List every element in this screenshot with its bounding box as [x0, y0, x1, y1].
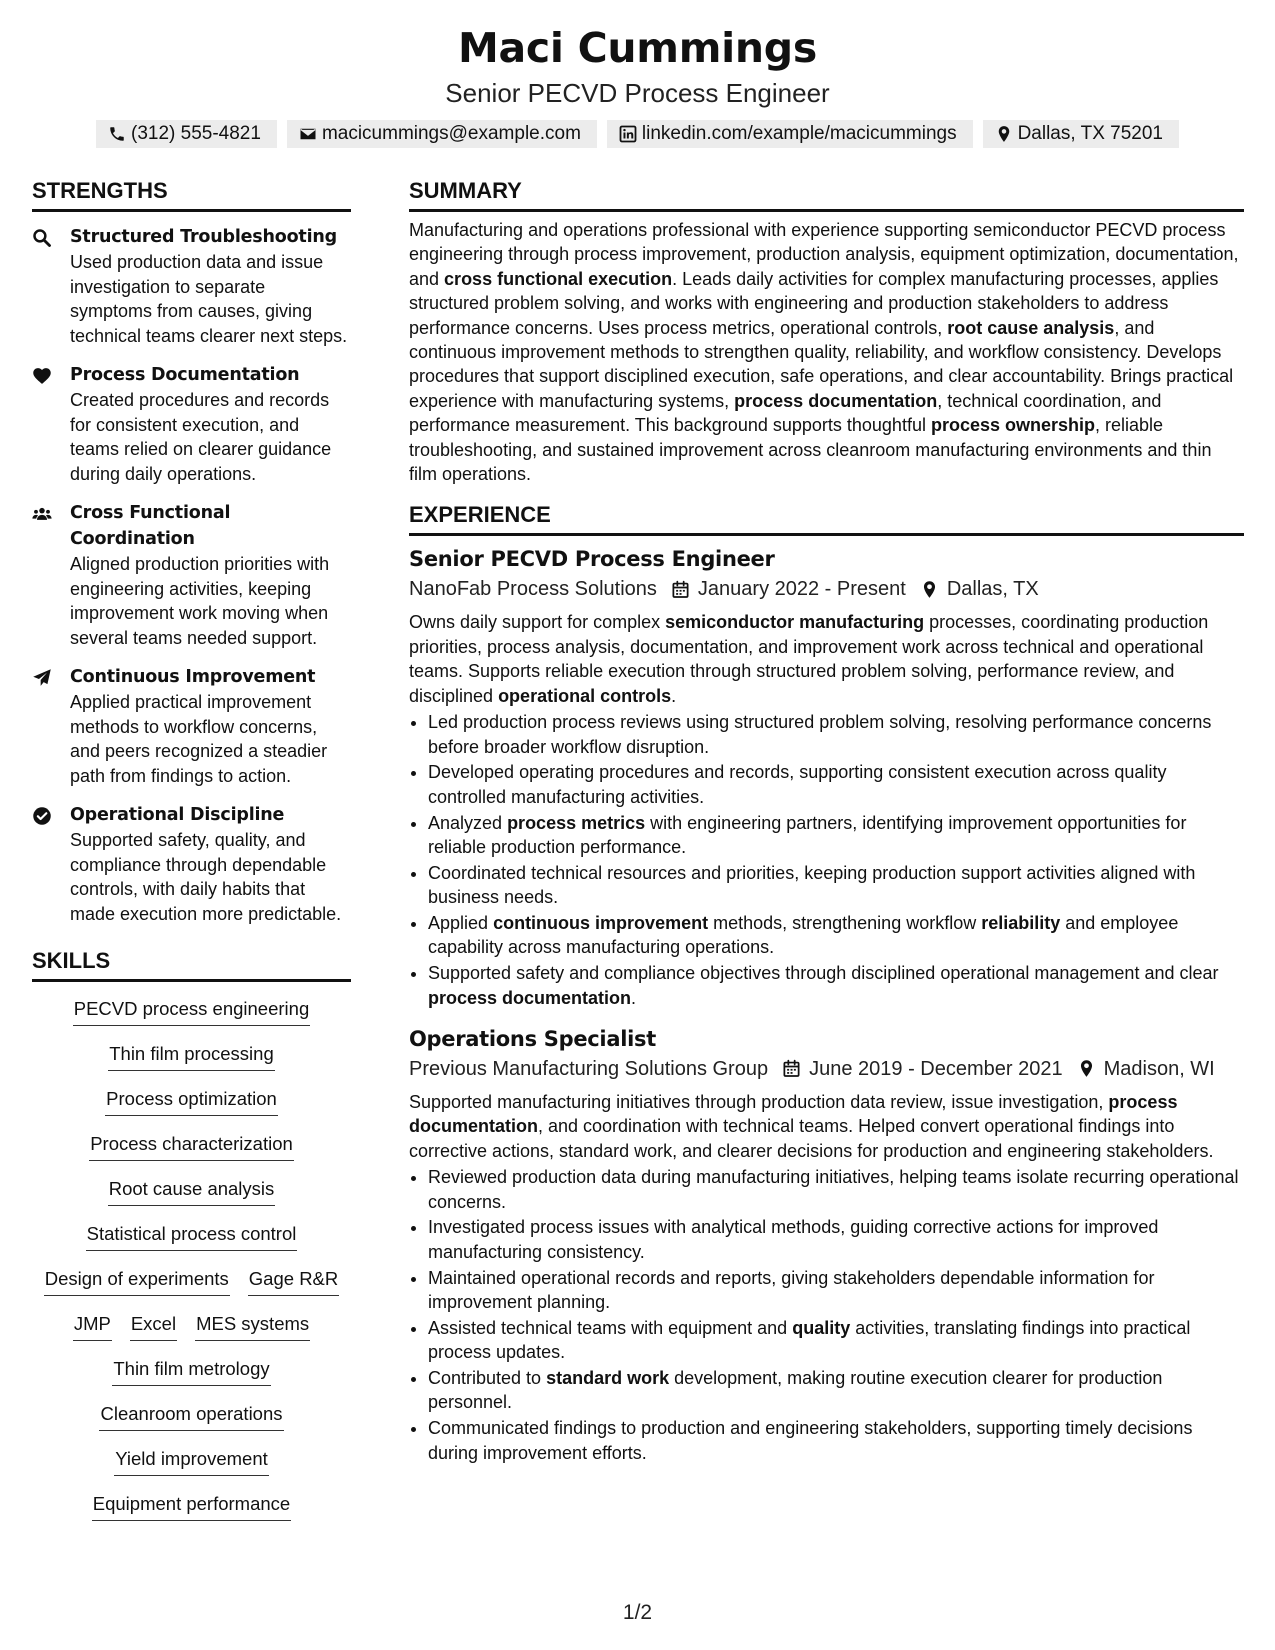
strengths-section: [32, 176, 351, 926]
job-entry: [409, 544, 1244, 1009]
job-company: Previous Manufacturing Solutions Group: [409, 1057, 769, 1080]
job-bullet: • Developed operating procedures and records, supporting consistent execution across quality controlled manufacturing activities.: [428, 760, 1244, 809]
job-bullet: • Reviewed production data during manufacturing initiatives, helping teams isolate recurring operational concerns.: [428, 1165, 1244, 1214]
strengths-heading: STRENGTHS: [32, 176, 351, 212]
contact-location[interactable]: [983, 120, 1179, 148]
page-number: 1/2: [622, 1601, 653, 1624]
skill-tag: Thin film processing: [108, 1041, 275, 1071]
job-bullet: • Analyzed process metrics with engineering partners, identifying improvement opportunities for reliable production performance.: [428, 811, 1244, 860]
job-bullet: • Investigated process issues with analytical methods, guiding corrective actions for improved manufacturing consistency.: [428, 1215, 1244, 1264]
experience-section: [409, 500, 1244, 1465]
skill-tag: JMP: [73, 1311, 112, 1341]
check-circle-icon: [32, 806, 52, 826]
strength-description: Used production data and issue investigation to separate symptoms from causes, giving technical teams clearer next steps.: [70, 252, 348, 346]
bold-phrase: process documentation: [734, 390, 938, 411]
skill-tag: Design of experiments: [44, 1266, 230, 1296]
strength-title: Continuous Improvement: [70, 667, 316, 687]
phone-icon: [108, 125, 126, 143]
job-bullet: • Maintained operational records and reports, giving stakeholders dependable information for improvement planning.: [428, 1266, 1244, 1315]
contact-email[interactable]: [287, 120, 597, 148]
calendar-icon: [782, 1059, 801, 1078]
job-bullet: • Led production process reviews using structured problem solving, resolving performance concerns before broader workflow disruption.: [428, 710, 1244, 759]
job-bullet: • Applied continuous improvement methods, strengthening workflow reliability and employee capability across manufacturing operations.: [428, 911, 1244, 960]
strength-title: Operational Discipline: [70, 805, 285, 825]
skill-row: [32, 1397, 351, 1442]
bold-phrase: process documentation: [409, 1091, 1178, 1137]
summary-section: [409, 176, 1244, 486]
skills-list: [32, 992, 351, 1532]
search-icon: [32, 228, 52, 248]
summary-heading: SUMMARY: [409, 176, 1244, 212]
skill-row: [32, 1172, 351, 1217]
job-meta: [409, 574, 1244, 604]
strength-title: Process Documentation: [70, 365, 300, 385]
skill-tag: PECVD process engineering: [73, 996, 311, 1026]
strength-description: Created procedures and records for consistent execution, and teams relied on clearer guidance during daily operations.: [70, 390, 332, 484]
bold-phrase: cross functional execution: [444, 268, 673, 289]
bold-phrase: quality: [792, 1317, 851, 1338]
bold-phrase: process documentation: [428, 987, 632, 1008]
left-column: [32, 176, 351, 1532]
skill-row: [32, 1217, 351, 1262]
job-bullets: [409, 1165, 1244, 1465]
skills-heading: SKILLS: [32, 946, 351, 982]
strengths-list: [32, 224, 351, 926]
users-icon: [32, 504, 52, 524]
job-location: Madison, WI: [1103, 1057, 1215, 1080]
bold-phrase: root cause analysis: [947, 317, 1115, 338]
strength-item: [32, 224, 351, 348]
strength-item: [32, 802, 351, 926]
skill-row: [32, 1082, 351, 1127]
linkedin-text: linkedin.com/example/macicummings: [641, 123, 957, 144]
bold-phrase: continuous improvement: [493, 912, 709, 933]
job-bullet: • Coordinated technical resources and priorities, keeping production support activities aligned with business needs.: [428, 861, 1244, 910]
job-entry: [409, 1024, 1244, 1465]
skill-tag: Statistical process control: [86, 1221, 298, 1251]
skill-tag: Gage R&R: [248, 1266, 339, 1296]
skill-row: [32, 1442, 351, 1487]
map-pin-icon: [1077, 1059, 1096, 1078]
strength-title: Structured Troubleshooting: [70, 227, 337, 247]
job-company: NanoFab Process Solutions: [409, 578, 657, 601]
heart-icon: [32, 366, 52, 386]
paper-plane-icon: [32, 668, 52, 688]
experience-heading: EXPERIENCE: [409, 500, 1244, 536]
bold-phrase: reliability: [981, 912, 1061, 933]
right-column: [409, 176, 1244, 1466]
job-description: Supported manufacturing initiatives through production data review, issue investigation, process documentation, and coordination with technical teams. Helped convert operational findings into corrective actions, standard work, and clearer decisions for production and engineering stakeholders.: [409, 1091, 1214, 1161]
skill-tag: Equipment performance: [92, 1491, 291, 1521]
bold-phrase: operational controls: [498, 685, 672, 706]
phone-text: (312) 555-4821: [131, 123, 261, 144]
linkedin-icon: [619, 125, 637, 143]
map-pin-icon: [995, 125, 1013, 143]
skill-row: [32, 1352, 351, 1397]
skill-tag: Cleanroom operations: [99, 1401, 283, 1431]
calendar-icon: [671, 580, 690, 599]
envelope-icon: [299, 125, 317, 143]
skill-tag: MES systems: [195, 1311, 310, 1341]
location-text: Dallas, TX 75201: [1017, 123, 1163, 144]
strength-description: Supported safety, quality, and compliance through dependable controls, with daily habits that made execution more predictable.: [70, 830, 342, 924]
skills-section: [32, 946, 351, 1532]
job-title: Senior PECVD Process Engineer: [409, 547, 775, 572]
job-bullet: • Communicated findings to production and engineering stakeholders, supporting timely decisions during improvement efforts.: [428, 1416, 1244, 1465]
job-dates: June 2019 - December 2021: [809, 1057, 1063, 1080]
strength-description: Aligned production priorities with engineering activities, keeping improvement work moving when several teams needed support.: [70, 554, 330, 648]
contact-bar: [0, 120, 1275, 148]
skill-tag: Excel: [130, 1311, 177, 1341]
skill-row: [32, 1307, 351, 1352]
bold-phrase: semiconductor manufacturing: [665, 612, 925, 633]
skill-tag: Process optimization: [105, 1086, 278, 1116]
skill-row: [32, 1037, 351, 1082]
contact-linkedin[interactable]: [607, 120, 973, 148]
job-bullet: • Supported safety and compliance objectives through disciplined operational management and clear process documentation.: [428, 961, 1244, 1010]
job-meta: [409, 1054, 1244, 1084]
bold-phrase: process ownership: [930, 415, 1096, 436]
skill-row: [32, 1127, 351, 1172]
strength-title: Cross Functional Coordination: [70, 503, 231, 549]
job-title: Operations Specialist: [409, 1026, 656, 1051]
skill-row: [32, 992, 351, 1037]
skill-row: [32, 1262, 351, 1307]
skill-tag: Process characterization: [89, 1131, 294, 1161]
skill-tag: Yield improvement: [114, 1446, 269, 1476]
bold-phrase: process metrics: [507, 812, 646, 833]
job-bullets: [409, 710, 1244, 1010]
skill-row: [32, 1487, 351, 1532]
candidate-title: Senior PECVD Process Engineer: [445, 78, 830, 108]
strength-item: [32, 500, 351, 650]
candidate-name: Maci Cummings: [458, 24, 817, 72]
job-description: Owns daily support for complex semiconductor manufacturing processes, coordinating production priorities, process analysis, documentation, and improvement work across technical and operational teams. Supports reliable execution through structured problem solving, performance review, and disciplined operational controls.: [409, 612, 1209, 706]
job-bullet: • Contributed to standard work development, making routine execution clearer for production personnel.: [428, 1366, 1244, 1415]
contact-phone[interactable]: [96, 120, 277, 148]
skill-tag: Root cause analysis: [108, 1176, 276, 1206]
strength-item: [32, 664, 351, 788]
map-pin-icon: [920, 580, 939, 599]
resume-header: [0, 20, 1275, 148]
strength-description: Applied practical improvement methods to workflow concerns, and peers recognized a steadier path from findings to action.: [70, 692, 328, 786]
strength-item: [32, 362, 351, 486]
job-dates: January 2022 - Present: [697, 578, 906, 601]
skill-tag: Thin film metrology: [112, 1356, 270, 1386]
job-location: Dallas, TX: [946, 578, 1039, 601]
job-bullet: • Assisted technical teams with equipment and quality activities, translating findings into practical process updates.: [428, 1316, 1244, 1365]
summary-text: Manufacturing and operations professional with experience supporting semiconductor PECVD process engineering through process improvement, production analysis, equipment optimization, documentation, and cross functional execution. Leads daily activities for complex manufacturing processes, applies structured problem solving, and works with engineering and production stakeholders to address performance concerns. Uses process metrics, operational controls, root cause analysis, and continuous improvement methods to strengthen quality, reliability, and workflow consistency. Develops procedures that support disciplined execution, safe operations, and clear accountability. Brings practical experience with manufacturing systems, process documentation, technical coordination, and performance measurement. This background supports thoughtful process ownership, reliable troubleshooting, and sustained improvement across cleanroom manufacturing environments and thin film operations.: [409, 220, 1239, 485]
bold-phrase: standard work: [546, 1367, 670, 1388]
email-text: macicummings@example.com: [321, 123, 581, 144]
